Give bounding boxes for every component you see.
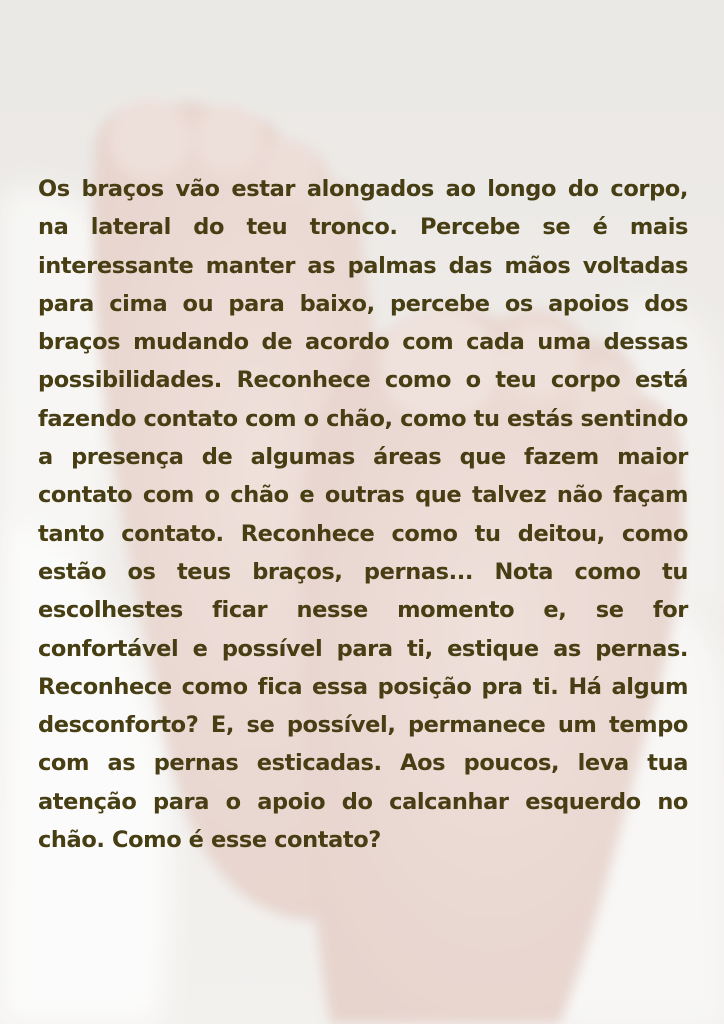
body-paragraph: Os braços vão estar alongados ao longo do corpo, na lateral do teu tronco. Percebe se é mais interessante manter as palmas das mãos voltadas para cima ou para baixo, percebe os apoios dos braços mudando de acordo com cada uma dessas possibilidades. Reconhece como o teu corpo está fazendo contato com o chão, como tu estás sentindo a presença de algumas áreas que fazem maior contato com o chão e outras que talvez não façam tanto contato. Reconhece como tu deitou, como estão os teus braços, pernas... Nota como tu escolhestes ficar nesse momento e, se for confortável e possível para ti, estique as pernas. Reconhece como fica essa posição pra ti. Há algum desconforto? E, se possível, permanece um tempo com as pernas esticadas. Aos poucos, leva tua atenção para o apoio do calcanhar esquerdo no chão. Como é esse contato?	[38, 176, 688, 854]
